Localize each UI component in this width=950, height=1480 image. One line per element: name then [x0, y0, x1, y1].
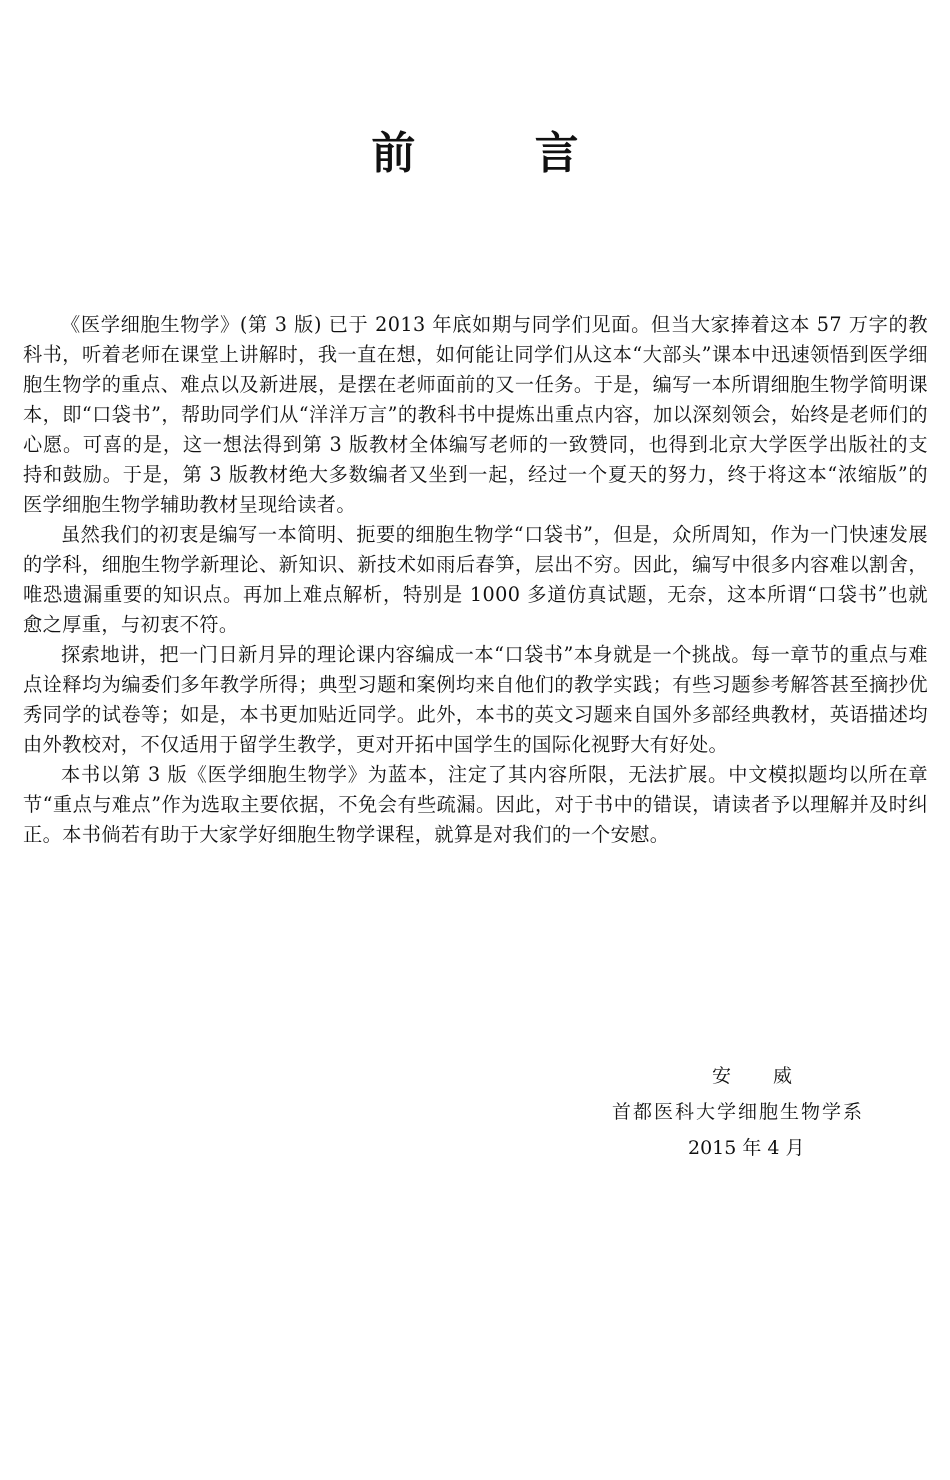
author-department: 首都医科大学细胞生物学系 [612, 1101, 865, 1123]
preface-body [23, 310, 928, 850]
paragraph-1: 《医学细胞生物学》(第 3 版) 已于 2013 年底如期与同学们见面。但当大家捧着这本 57 万字的教科书，听着老师在课堂上讲解时，我一直在想，如何能让同学们从这本“大部头”课本中迅速领悟到医学细胞生物学的重点、难点以及新进展，是摆在老师面前的又一任务。于是，编写一本所谓细胞生物学简明课本，即“口袋书”，帮助同学们从“洋洋万言”的教科书中提炼出重点内容，加以深刻领会，始终是老师们的心愿。可喜的是，这一想法得到第 3 版教材全体编写老师的一致赞同，也得到北京大学医学出版社的支持和鼓励。于是，第 3 版教材绝大多数编者又坐到一起，经过一个夏天的努力，终于将这本“浓缩版”的医学细胞生物学辅助教材呈现给读者。 [23, 313, 928, 516]
signature-date: 2015 年 4 月 [688, 1137, 805, 1159]
paragraph-3: 探索地讲，把一门日新月异的理论课内容编成一本“口袋书”本身就是一个挑战。每一章节的重点与难点诠释均为编委们多年教学所得；典型习题和案例均来自他们的教学实践；有些习题参考解答甚至摘抄优秀同学的试卷等；如是，本书更加贴近同学。此外，本书的英文习题来自国外多部经典教材，英语描述均由外教校对，不仅适用于留学生教学，更对开拓中国学生的国际化视野大有好处。 [23, 643, 928, 756]
page-title: 前 言 [371, 128, 631, 179]
author-name: 安 威 [712, 1065, 811, 1087]
paragraph-4: 本书以第 3 版《医学细胞生物学》为蓝本，注定了其内容所限，无法扩展。中文模拟题均以所在章节“重点与难点”作为选取主要依据，不免会有些疏漏。因此，对于书中的错误，请读者予以理解并及时纠正。本书倘若有助于大家学好细胞生物学课程，就算是对我们的一个安慰。 [23, 763, 928, 846]
paragraph-2: 虽然我们的初衷是编写一本简明、扼要的细胞生物学“口袋书”，但是，众所周知，作为一门快速发展的学科，细胞生物学新理论、新知识、新技术如雨后春笋，层出不穷。因此，编写中很多内容难以割舍，唯恐遗漏重要的知识点。再加上难点解析，特别是 1000 多道仿真试题，无奈，这本所谓“口袋书”也就愈之厚重，与初衷不符。 [23, 523, 928, 636]
